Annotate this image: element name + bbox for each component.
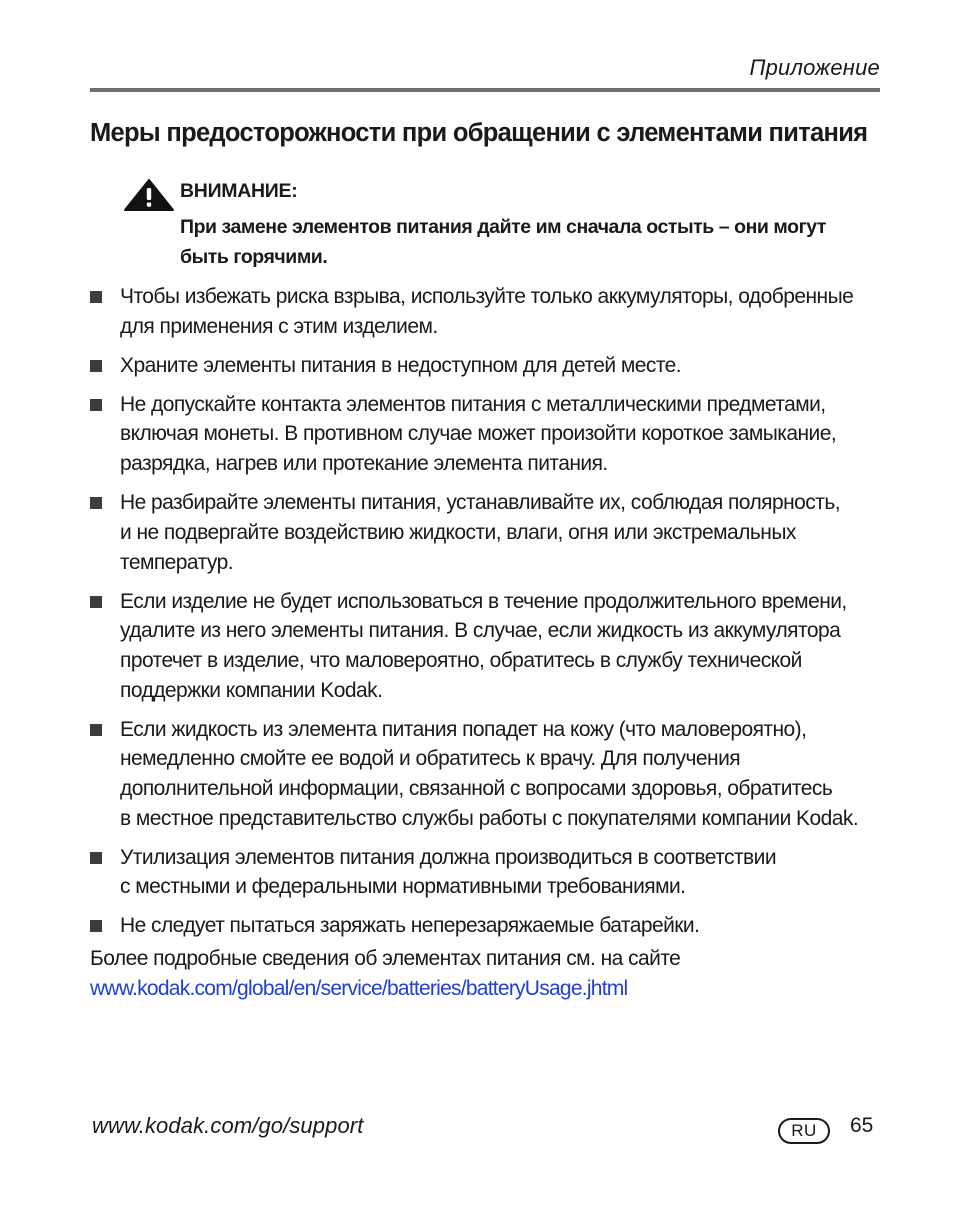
list-item-line: Если изделие не будет использоваться в течение продолжительного времени, <box>120 589 847 613</box>
list-item <box>90 351 890 381</box>
list-item-line: в местное представительство службы работы с покупателями компании Kodak. <box>120 806 859 830</box>
warning-heading: ВНИМАНИЕ: <box>180 180 298 202</box>
list-item-line: удалите из него элементы питания. В случае, если жидкость из аккумулятора <box>120 619 841 643</box>
battery-usage-link[interactable]: www.kodak.com/global/en/service/batteries/batteryUsage.jhtml <box>90 976 628 1000</box>
list-item-line: немедленно смойте ее водой и обратитесь к врачу. Для получения <box>120 747 741 771</box>
square-bullet-icon <box>90 360 102 372</box>
language-badge: RU <box>778 1118 830 1144</box>
square-bullet-icon <box>90 399 102 411</box>
page-number: 65 <box>850 1114 874 1137</box>
square-bullet-icon <box>90 596 102 608</box>
list-item <box>90 282 890 341</box>
square-bullet-icon <box>90 852 102 864</box>
precautions-list <box>90 282 890 950</box>
list-item <box>90 715 890 834</box>
list-item <box>90 488 890 577</box>
list-item-line: включая монеты. В противном случае может произойти короткое замыкание, <box>120 422 837 446</box>
more-info-paragraph <box>90 944 890 1003</box>
list-item <box>90 843 890 902</box>
square-bullet-icon <box>90 497 102 509</box>
list-item <box>90 390 890 479</box>
square-bullet-icon <box>90 920 102 932</box>
square-bullet-icon <box>90 724 102 736</box>
warning-line: При замене элементов питания дайте им сначала остыть – они могут <box>180 216 827 238</box>
section-label: Приложение <box>749 55 880 80</box>
list-item-line: поддержки компании Kodak. <box>120 678 383 702</box>
list-item-line: Если жидкость из элемента питания попадет на кожу (что маловероятно), <box>120 717 807 741</box>
page-title: Меры предосторожности при обращении с элементами питания <box>90 119 868 147</box>
list-item-line: для применения с этим изделием. <box>120 314 438 338</box>
list-item <box>90 587 890 706</box>
list-item-line: и не подвергайте воздействию жидкости, влаги, огня или экстремальных <box>120 520 796 544</box>
warning-triangle-icon <box>124 179 174 211</box>
warning-line: быть горячими. <box>180 245 328 268</box>
list-item-line: температур. <box>120 550 234 574</box>
header-rule <box>90 88 880 92</box>
list-item-line: Храните элементы питания в недоступном для детей месте. <box>120 353 682 377</box>
list-item <box>90 911 890 941</box>
list-item-line: протечет в изделие, что маловероятно, обратитесь в службу технической <box>120 648 802 672</box>
footer-support-url: www.kodak.com/go/support <box>92 1113 364 1138</box>
list-item-line: Утилизация элементов питания должна производиться в соответствии <box>120 845 777 869</box>
list-item-line: Не разбирайте элементы питания, устанавливайте их, соблюдая полярность, <box>120 491 840 515</box>
list-item-line: с местными и федеральными нормативными требованиями. <box>120 875 686 899</box>
list-item-line: Не допускайте контакта элементов питания с металлическими предметами, <box>120 392 826 416</box>
more-info-text: Более подробные сведения об элементах питания см. на сайте <box>90 947 681 970</box>
list-item-line: дополнительной информации, связанной с вопросами здоровья, обратитесь <box>120 777 833 801</box>
list-item-line: разрядка, нагрев или протекание элемента питания. <box>120 452 608 476</box>
square-bullet-icon <box>90 291 102 303</box>
list-item-line: Чтобы избежать риска взрыва, используйте только аккумуляторы, одобренные <box>120 285 854 308</box>
list-item-line: Не следует пытаться заряжать неперезаряжаемые батарейки. <box>120 914 700 938</box>
warning-text <box>180 213 890 272</box>
